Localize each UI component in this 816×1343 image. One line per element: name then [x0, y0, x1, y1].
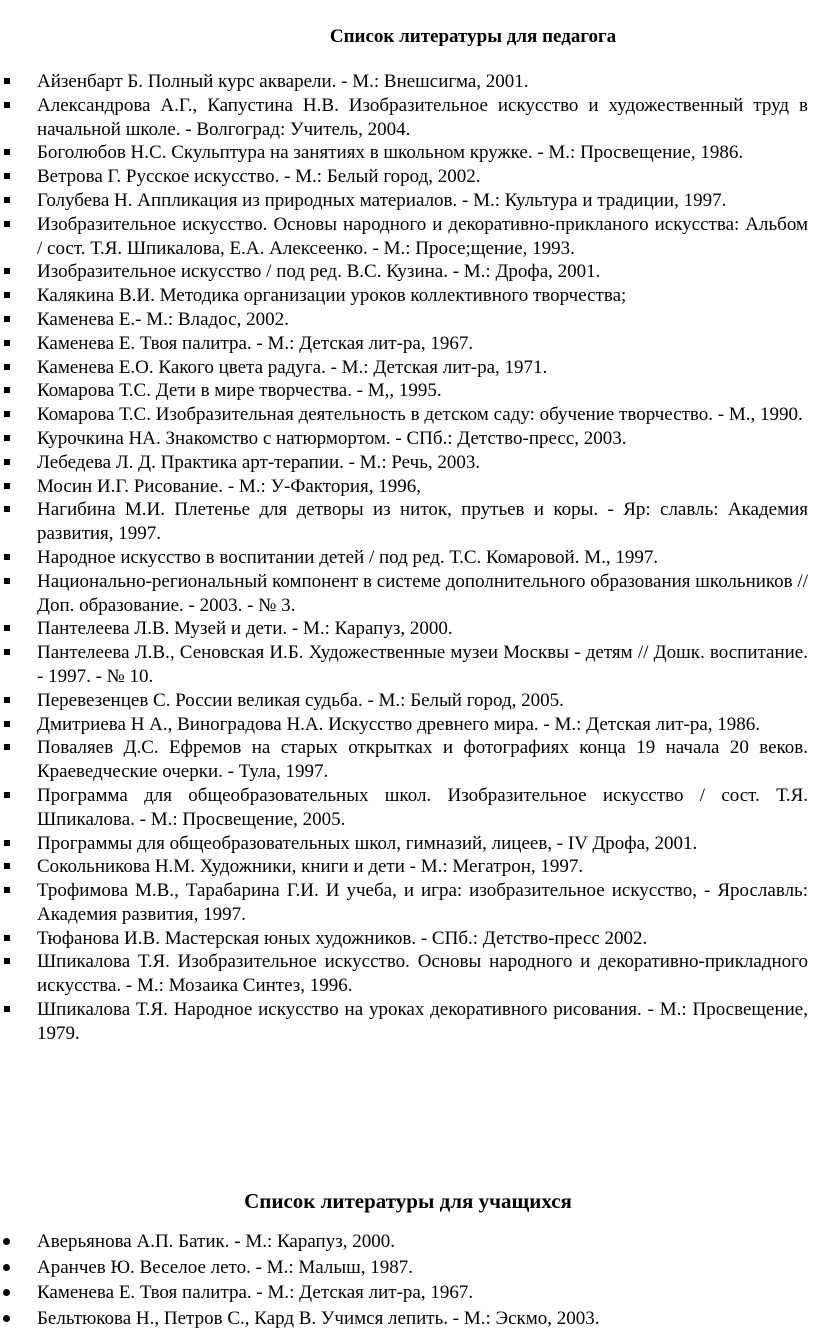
list-item: [0, 284, 816, 308]
square-bullet-icon: [4, 78, 10, 84]
list-item: [0, 832, 816, 856]
list-item-text: Каменева Е. Твоя палитра. - М.: Детская лит-ра, 1967.: [37, 1282, 474, 1303]
list-item-text: Комарова Т.С. Изобразительная деятельность в детском саду: обучение творчество. - М., 1990.: [37, 404, 803, 426]
list-item-text: Каменева Е.О. Какого цвета радуга. - М.: Детская лит-ра, 1971.: [37, 356, 548, 378]
square-bullet-icon: [4, 887, 10, 893]
list-item-text: Программы для общеобразовательных школ, гимназий, лицеев, - IV Дрофа, 2001.: [37, 832, 698, 854]
list-item: [0, 546, 816, 570]
list-item-text: Шпикалова Т.Я. Изобразительное искусство. Основы народного и декоративно-прикладного искусства. - М.: Мозаика Синтез, 1996.: [37, 951, 808, 997]
square-bullet-icon: [4, 935, 10, 941]
list-item-text: Народное искусство в воспитании детей / под ред. Т.С. Комаровой. М., 1997.: [37, 546, 659, 568]
list-item: [0, 689, 816, 713]
student-list-title: Список литературы для учащихся: [244, 1189, 572, 1213]
list-item-text: Голубева Н. Аппликация из природных материалов. - М.: Культура и традиции, 1997.: [37, 189, 727, 211]
list-item-text: Комарова Т.С. Дети в мире творчества. - М,, 1995.: [37, 380, 442, 402]
list-item-text: Мосин И.Г. Рисование. - М.: У-Фактория, 1996,: [37, 475, 421, 497]
list-item-text: Аверьянова А.П. Батик. - М.: Карапуз, 2000.: [37, 1231, 395, 1252]
list-item: [0, 308, 816, 332]
square-bullet-icon: [4, 958, 10, 964]
list-item: [0, 332, 816, 356]
list-item-text: Калякина В.И. Методика организации уроков коллективного творчества;: [37, 285, 627, 307]
list-item: [0, 736, 816, 784]
list-item: [0, 1255, 816, 1281]
list-item: [0, 570, 816, 618]
list-item: [0, 1229, 816, 1255]
square-bullet-icon: [4, 1006, 10, 1012]
list-item-text: Каменева Е.- М.: Владос, 2002.: [37, 308, 289, 330]
list-item: [0, 356, 816, 380]
list-item: [0, 641, 816, 689]
list-item: [0, 950, 816, 998]
list-item: [0, 1306, 816, 1332]
square-bullet-icon: [4, 721, 10, 727]
square-bullet-icon: [4, 102, 10, 108]
list-item: [0, 427, 816, 451]
square-bullet-icon: [4, 578, 10, 584]
square-bullet-icon: [4, 197, 10, 203]
list-item: [0, 403, 816, 427]
square-bullet-icon: [4, 744, 10, 750]
list-item-text: Аранчев Ю. Веселое лето. - М.: Малыш, 1987.: [37, 1256, 413, 1278]
square-bullet-icon: [4, 435, 10, 441]
list-item: [0, 784, 816, 832]
square-bullet-icon: [4, 292, 10, 298]
square-bullet-icon: [4, 792, 10, 798]
square-bullet-icon: [4, 173, 10, 179]
square-bullet-icon: [4, 649, 10, 655]
list-item: [0, 213, 816, 261]
list-item-text: Каменева Е. Твоя палитра. - М.: Детская лит-ра, 1967.: [37, 332, 474, 354]
list-item-text: Айзенбарт Б. Полный курс акварели. - М.: Внешсигма, 2001.: [37, 71, 529, 92]
list-item-text: Тюфанова И.В. Мастерская юных художников. - СПб.: Детство-пресс 2002.: [37, 927, 648, 949]
square-bullet-icon: [4, 387, 10, 393]
list-item: [0, 998, 816, 1046]
square-bullet-icon: [4, 554, 10, 560]
list-item-text: Поваляев Д.С. Ефремов на старых открытках и фотографиях конца 19 начала 20 веков. Краеведческие очерки. - Тула, 1997.: [37, 737, 808, 783]
list-item: [0, 498, 816, 546]
teacher-list-title: Список литературы для педагога: [329, 26, 617, 47]
list-item-text: Ветрова Г. Русское искусство. - М.: Белый город, 2002.: [37, 166, 481, 188]
list-item: [0, 94, 816, 142]
list-item: [0, 141, 816, 165]
list-item-text: Программа для общеобразовательных школ. Изобразительное искусство / сост. Т.Я. Шпикалова. - М.: Просвещение, 2005.: [37, 784, 808, 830]
list-item-text: Пантелеева Л.В., Сеновская И.Б. Художественные музеи Москвы - детям // Дошк. воспитание. - 1997. - № 10.: [37, 642, 808, 687]
list-item-text: Курочкина НА. Знакомство с натюрмортом. - СПб.: Детство-пресс, 2003.: [37, 427, 627, 449]
list-item: [0, 379, 816, 403]
list-item: [0, 260, 816, 284]
square-bullet-icon: [4, 268, 10, 274]
square-bullet-icon: [4, 483, 10, 489]
list-item: [0, 879, 816, 927]
square-bullet-icon: [4, 625, 10, 631]
square-bullet-icon: [4, 697, 10, 703]
list-item-text: Бельтюкова Н., Петров С., Кард В. Учимся лепить. - М.: Эскмо, 2003.: [37, 1307, 600, 1329]
student-bibliography-list: [0, 1229, 816, 1331]
list-item: [0, 617, 816, 641]
square-bullet-icon: [4, 411, 10, 417]
list-item-text: Изобразительное искусство. Основы народного и декоративно-прикланого искусства: Альбом / сост. Т.Я. Шпикалова, Е.А. Алексеенко. - М.: Просе;щение, 1993.: [37, 213, 808, 259]
list-item-text: Изобразительное искусство / под ред. В.С. Кузина. - М.: Дрофа, 2001.: [37, 261, 601, 283]
list-item-text: Шпикалова Т.Я. Народное искусство на уроках декоративного рисования. - М.: Просвещение, 1979.: [37, 999, 808, 1044]
square-bullet-icon: [4, 316, 10, 322]
list-item-text: Нагибина М.И. Плетенье для детворы из ниток, прутьев и коры. - Яр: славль: Академия развития, 1997.: [37, 499, 808, 545]
square-bullet-icon: [4, 364, 10, 370]
square-bullet-icon: [4, 221, 10, 227]
list-item-text: Пантелеева Л.В. Музей и дети. - М.: Карапуз, 2000.: [37, 618, 453, 640]
list-item: [0, 713, 816, 737]
list-item-text: Дмитриева Н А., Виноградова Н.А. Искусство древнего мира. - М.: Детская лит-ра, 1986.: [37, 713, 761, 735]
list-item: [0, 189, 816, 213]
round-bullet-icon: [3, 1264, 10, 1271]
list-item-text: Боголюбов Н.С. Скульптура на занятиях в школьном кружке. - М.: Просвещение, 1986.: [37, 142, 744, 164]
list-item: [0, 1280, 816, 1306]
square-bullet-icon: [4, 340, 10, 346]
round-bullet-icon: [3, 1289, 10, 1296]
list-item: [0, 451, 816, 475]
list-item: [0, 475, 816, 499]
square-bullet-icon: [4, 863, 10, 869]
list-item-text: Национально-региональный компонент в системе дополнительного образования школьников // Доп. образование. - 2003. - № 3.: [37, 570, 808, 616]
square-bullet-icon: [4, 506, 10, 512]
list-item-text: Лебедева Л. Д. Практика арт-терапии. - М.: Речь, 2003.: [37, 451, 481, 473]
list-item-text: Трофимова М.В., Тарабарина Г.И. И учеба, и игра: изобразительное искусство, - Ярославль: Академия развития, 1997.: [37, 880, 808, 925]
round-bullet-icon: [3, 1315, 10, 1322]
teacher-bibliography-list: [0, 70, 816, 1046]
list-item-text: Перевезенцев С. России великая судьба. - М.: Белый город, 2005.: [37, 689, 564, 711]
round-bullet-icon: [3, 1238, 10, 1245]
list-item-text: Александрова А.Г., Капустина Н.В. Изобразительное искусство и художественный труд в начальной школе. - Волгоград: Учитель, 2004.: [37, 94, 808, 140]
list-item: [0, 927, 816, 951]
list-item-text: Сокольникова Н.М. Художники, книги и дети - М.: Мегатрон, 1997.: [37, 856, 584, 878]
list-item: [0, 855, 816, 879]
square-bullet-icon: [4, 149, 10, 155]
square-bullet-icon: [4, 459, 10, 465]
square-bullet-icon: [4, 840, 10, 846]
list-item: [0, 70, 816, 94]
list-item: [0, 165, 816, 189]
